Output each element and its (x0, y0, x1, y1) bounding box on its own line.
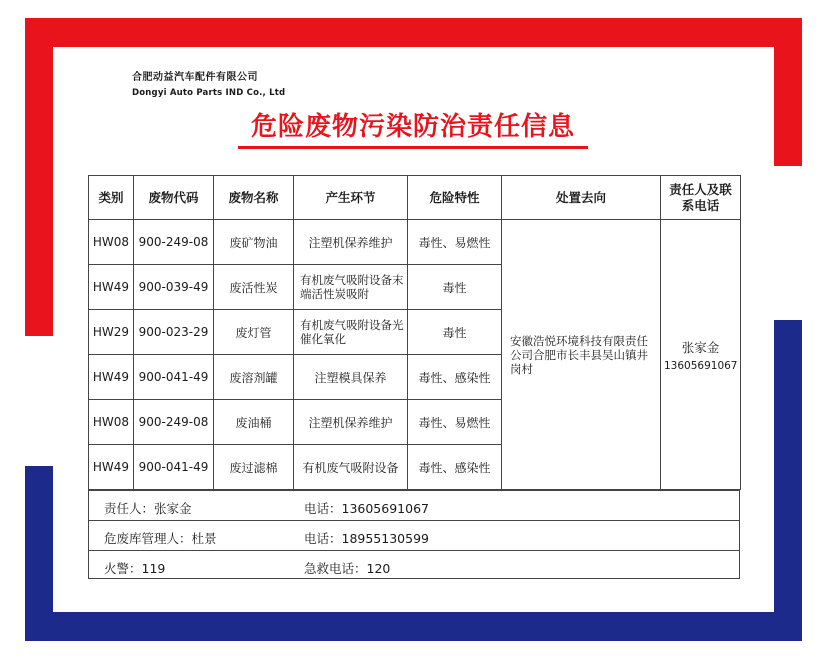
cell-category: HW49 (89, 445, 134, 490)
responsible-phone-line: 电话：13605691067 (304, 501, 429, 516)
cell-category: HW29 (89, 310, 134, 355)
cell-code: 900-039-49 (134, 265, 214, 310)
warehouse-manager: 危废库管理人：杜景 (104, 531, 217, 546)
cell-code: 900-041-49 (134, 355, 214, 400)
red-border-left (25, 18, 53, 336)
red-border-top (25, 18, 802, 47)
responsible-phone: 13605691067 (664, 359, 738, 372)
blue-border-right (774, 320, 802, 641)
table-row (89, 220, 741, 265)
contact-info-box (88, 490, 740, 579)
title-underline (238, 146, 588, 149)
table-header-row (89, 176, 741, 220)
header-category: 类别 (89, 176, 134, 220)
cell-source: 注塑模具保养 (294, 355, 408, 400)
cell-source: 有机废气吸附设备末端活性炭吸附 (294, 265, 408, 310)
cell-category: HW49 (89, 355, 134, 400)
header-hazard: 危险特性 (408, 176, 502, 220)
cell-hazard: 毒性 (408, 310, 502, 355)
cell-category: HW49 (89, 265, 134, 310)
cell-source: 注塑机保养维护 (294, 220, 408, 265)
cell-hazard: 毒性 (408, 265, 502, 310)
cell-disposal: 安徽浩悦环境科技有限责任公司合肥市长丰县吴山镇井岗村 (502, 220, 661, 490)
manager-phone: 电话：18955130599 (304, 531, 429, 546)
cell-hazard: 毒性、易燃性 (408, 400, 502, 445)
cell-name: 废矿物油 (214, 220, 294, 265)
contact-divider (89, 520, 739, 521)
emergency-phone: 急救电话：120 (304, 561, 391, 576)
hazardous-waste-table (88, 175, 741, 490)
header-code: 废物代码 (134, 176, 214, 220)
cell-source: 注塑机保养维护 (294, 400, 408, 445)
cell-name: 废活性炭 (214, 265, 294, 310)
header-responsible: 责任人及联系电话 (661, 176, 741, 220)
cell-code: 900-249-08 (134, 400, 214, 445)
cell-code: 900-249-08 (134, 220, 214, 265)
cell-source: 有机废气吸附设备光催化氧化 (294, 310, 408, 355)
cell-code: 900-023-29 (134, 310, 214, 355)
page-title: 危险废物污染防治责任信息 (250, 112, 575, 142)
red-border-right (774, 18, 802, 166)
responsible-person: 责任人：张家金 (104, 501, 192, 516)
cell-category: HW08 (89, 220, 134, 265)
cell-name: 废油桶 (214, 400, 294, 445)
company-header (132, 68, 285, 98)
fire-alarm: 火警：119 (104, 561, 166, 576)
cell-responsible (661, 220, 741, 490)
cell-code: 900-041-49 (134, 445, 214, 490)
header-disposal: 处置去向 (502, 176, 661, 220)
cell-hazard: 毒性、易燃性 (408, 220, 502, 265)
blue-border-bottom (25, 612, 802, 641)
responsible-name: 张家金 (681, 339, 720, 355)
company-name-en: Dongyi Auto Parts IND Co., Ltd (132, 88, 286, 98)
cell-name: 废溶剂罐 (214, 355, 294, 400)
cell-source: 有机废气吸附设备 (294, 445, 408, 490)
header-source: 产生环节 (294, 176, 408, 220)
cell-hazard: 毒性、感染性 (408, 355, 502, 400)
cell-name: 废过滤棉 (214, 445, 294, 490)
contact-divider (89, 550, 739, 551)
header-name: 废物名称 (214, 176, 294, 220)
cell-hazard: 毒性、感染性 (408, 445, 502, 490)
cell-category: HW08 (89, 400, 134, 445)
cell-name: 废灯管 (214, 310, 294, 355)
company-name-cn: 合肥动益汽车配件有限公司 (132, 72, 258, 83)
